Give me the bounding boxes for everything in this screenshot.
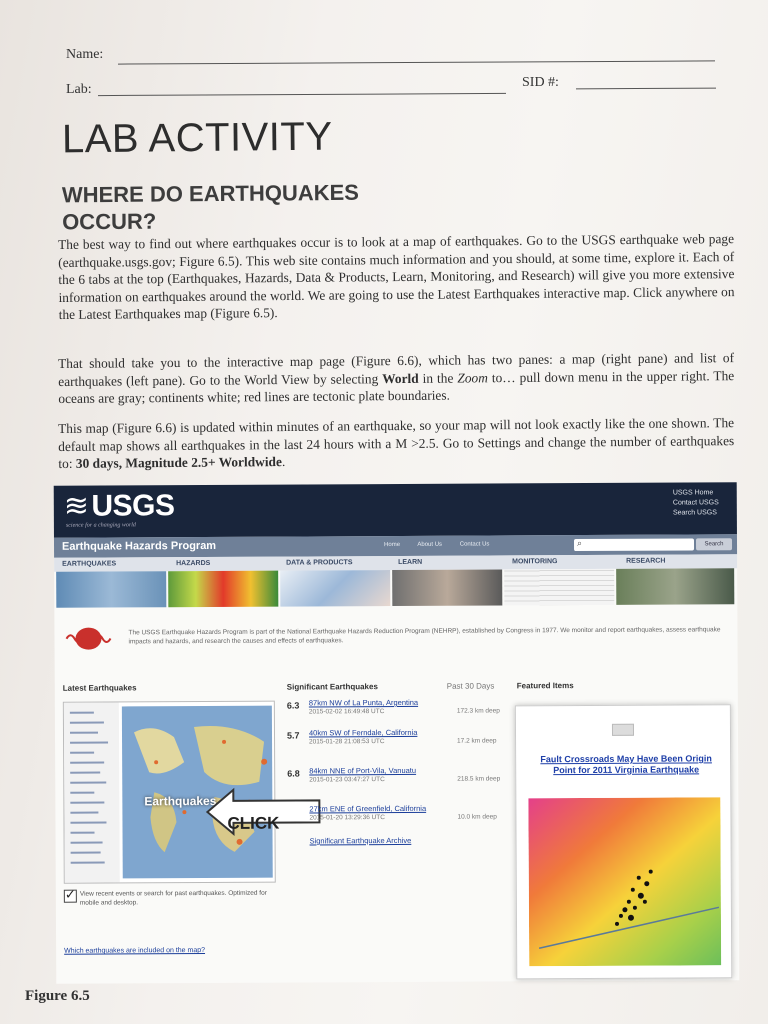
tab-research[interactable]: RESEARCH xyxy=(626,557,666,565)
eq-time: 2015-01-23 03:47:27 UTC xyxy=(309,776,385,784)
which-earthquakes-link[interactable]: Which earthquakes are included on the map? xyxy=(64,947,206,955)
usgs-header xyxy=(54,482,737,538)
figure-usgs-screenshot xyxy=(54,482,740,984)
tab-monitoring[interactable]: MONITORING xyxy=(512,558,558,566)
search-icon: ⌕ xyxy=(576,538,583,549)
featured-items-title: Featured Items xyxy=(516,681,574,691)
paragraph-interactive-map: That should take you to the interactive map page (Figure 6.6), which has two panes: a map (right pane) and list of earthquakes (left pane). Go to the World View by selecting World in the Zoom to… pull down menu in the upper right. The oceans are gray; continents white; red lines are tectonic plate boundaries. xyxy=(58,350,735,406)
carousel-pager[interactable] xyxy=(612,724,634,736)
tab-data-products[interactable]: DATA & PRODUCTS xyxy=(286,559,353,567)
sid-line[interactable] xyxy=(576,88,716,90)
virginia-hazard-map[interactable] xyxy=(528,797,721,966)
tab-image-learn[interactable] xyxy=(392,569,502,606)
eq-depth: 172.3 km deep xyxy=(456,707,500,715)
tab-image-hazards[interactable] xyxy=(168,571,278,608)
usgs-tagline: science for a changing world xyxy=(65,522,136,529)
about-link[interactable]: About Us xyxy=(417,541,443,548)
eq-depth: 10.0 km deep xyxy=(457,813,497,821)
eq-depth: 17.2 km deep xyxy=(457,737,497,745)
tab-image-data[interactable] xyxy=(280,570,390,607)
eq-place-link[interactable]: 40km SW of Ferndale, California xyxy=(308,727,418,738)
eq-time: 2015-02-02 16:49:48 UTC xyxy=(308,708,385,716)
usgs-logo[interactable]: ≋USGS xyxy=(63,489,175,523)
usgs-top-links xyxy=(673,488,719,518)
tab-image-monitoring[interactable] xyxy=(504,569,614,606)
lab-activity-title: LAB ACTIVITY xyxy=(61,114,333,162)
eq-depth: 218.5 km deep xyxy=(457,775,501,783)
settings-value: 30 days, Magnitude 2.5+ Worldwide xyxy=(75,454,282,471)
eq-time: 2015-01-20 13:29:36 UTC xyxy=(309,814,385,822)
sid-label: SID #: xyxy=(522,75,559,90)
usgs-home-link[interactable]: USGS Home xyxy=(672,489,714,497)
eq-magnitude: 6.3 xyxy=(286,700,300,711)
home-link[interactable]: Home xyxy=(384,541,401,549)
significant-archive-link[interactable]: Significant Earthquake Archive xyxy=(309,835,412,846)
search-button[interactable]: Search xyxy=(696,538,732,550)
search-input[interactable] xyxy=(574,538,694,551)
program-nav xyxy=(384,541,505,548)
name-label: Name: xyxy=(66,47,104,62)
tab-learn[interactable]: LEARN xyxy=(398,558,423,566)
zoom-menu-name: Zoom xyxy=(457,369,488,386)
view-recent-checkbox[interactable] xyxy=(64,886,77,903)
eq-place-link[interactable]: 87km NW of La Punta, Argentina xyxy=(308,697,419,708)
checkmark-icon: ✓ xyxy=(64,886,76,902)
eq-place-link[interactable]: 27km ENE of Greenfield, California xyxy=(309,803,427,814)
contact-link[interactable]: Contact Us xyxy=(459,541,490,548)
latest-earthquakes-title[interactable]: Latest Earthquakes xyxy=(62,683,137,693)
lab-label: Lab: xyxy=(66,82,92,97)
lab-line[interactable] xyxy=(98,93,506,96)
search-usgs-link[interactable]: Search USGS xyxy=(672,509,717,517)
nehrp-logo xyxy=(64,625,112,651)
eq-time: 2015-01-28 21:08:53 UTC xyxy=(309,738,385,746)
contact-usgs-link[interactable]: Contact USGS xyxy=(672,499,719,507)
featured-item-card[interactable] xyxy=(515,704,732,979)
tab-hazards[interactable]: HAZARDS xyxy=(176,559,211,568)
eq-magnitude: 6.8 xyxy=(287,768,300,779)
featured-item-link[interactable]: Fault Crossroads May Have Been Origin Point for 2011 Virginia Earthquake xyxy=(540,753,712,776)
tab-image-earthquakes[interactable] xyxy=(56,571,166,608)
world-option: World xyxy=(382,370,419,386)
significant-earthquakes-title: Significant Earthquakes xyxy=(286,682,378,692)
click-label: CLICK xyxy=(227,813,280,833)
figure-caption: Figure 6.5 xyxy=(25,988,90,1004)
nehrp-mission-text: The USGS Earthquake Hazards Program is part of the National Earthquake Hazards Reduction Program (NEHRP), established by Congress in 1977. We monitor and report earthquakes, assess earthquake impacts and hazards, and research the causes and effects of earthquakes. xyxy=(128,626,721,646)
paragraph-settings: This map (Figure 6.6) is updated within minutes of an earthquake, so your map will not look exactly like the one shown. The default map shows all earthquakes in the last 24 hours with a M >2.5. Go to Settings and change the number of earthquakes to: 30 days, Magnitude 2.5+ Worldwide. xyxy=(58,415,735,471)
paragraph-intro: The best way to find out where earthquakes occur is to look at a map of earthquakes. Go to the USGS earthquake web page (earthquake.usgs.gov; Figure 6.5). This web site contains much information and you should, at some time, explore it. Each of the 6 tabs at the top (Earthquakes, Hazards, Data & Products, Learn, Monitoring, and Research) will give you more extensive information on earthquakes around the world. We are going to use the Latest Earthquakes interactive map. Click anywhere on the Latest Earthquakes map (Figure 6.5). xyxy=(58,231,735,322)
map-overlay-label[interactable]: Earthquakes xyxy=(144,793,217,809)
name-line[interactable] xyxy=(118,60,715,64)
usgs-wave-icon: ≋ xyxy=(63,489,89,523)
view-recent-text: View recent events or search for past earthquakes. Optimized for mobile and desktop. xyxy=(79,889,267,907)
eq-magnitude: 5.7 xyxy=(286,730,300,741)
eq-place-link[interactable]: 84km NNE of Port-Vila, Vanuatu xyxy=(309,765,417,776)
section-heading: WHERE DO EARTHQUAKES OCCUR? xyxy=(61,179,360,235)
past-30-days-label: Past 30 Days xyxy=(446,681,495,691)
tab-earthquakes[interactable]: EARTHQUAKES xyxy=(62,560,117,568)
tab-image-research[interactable] xyxy=(616,568,734,605)
program-title: Earthquake Hazards Program xyxy=(61,539,217,553)
